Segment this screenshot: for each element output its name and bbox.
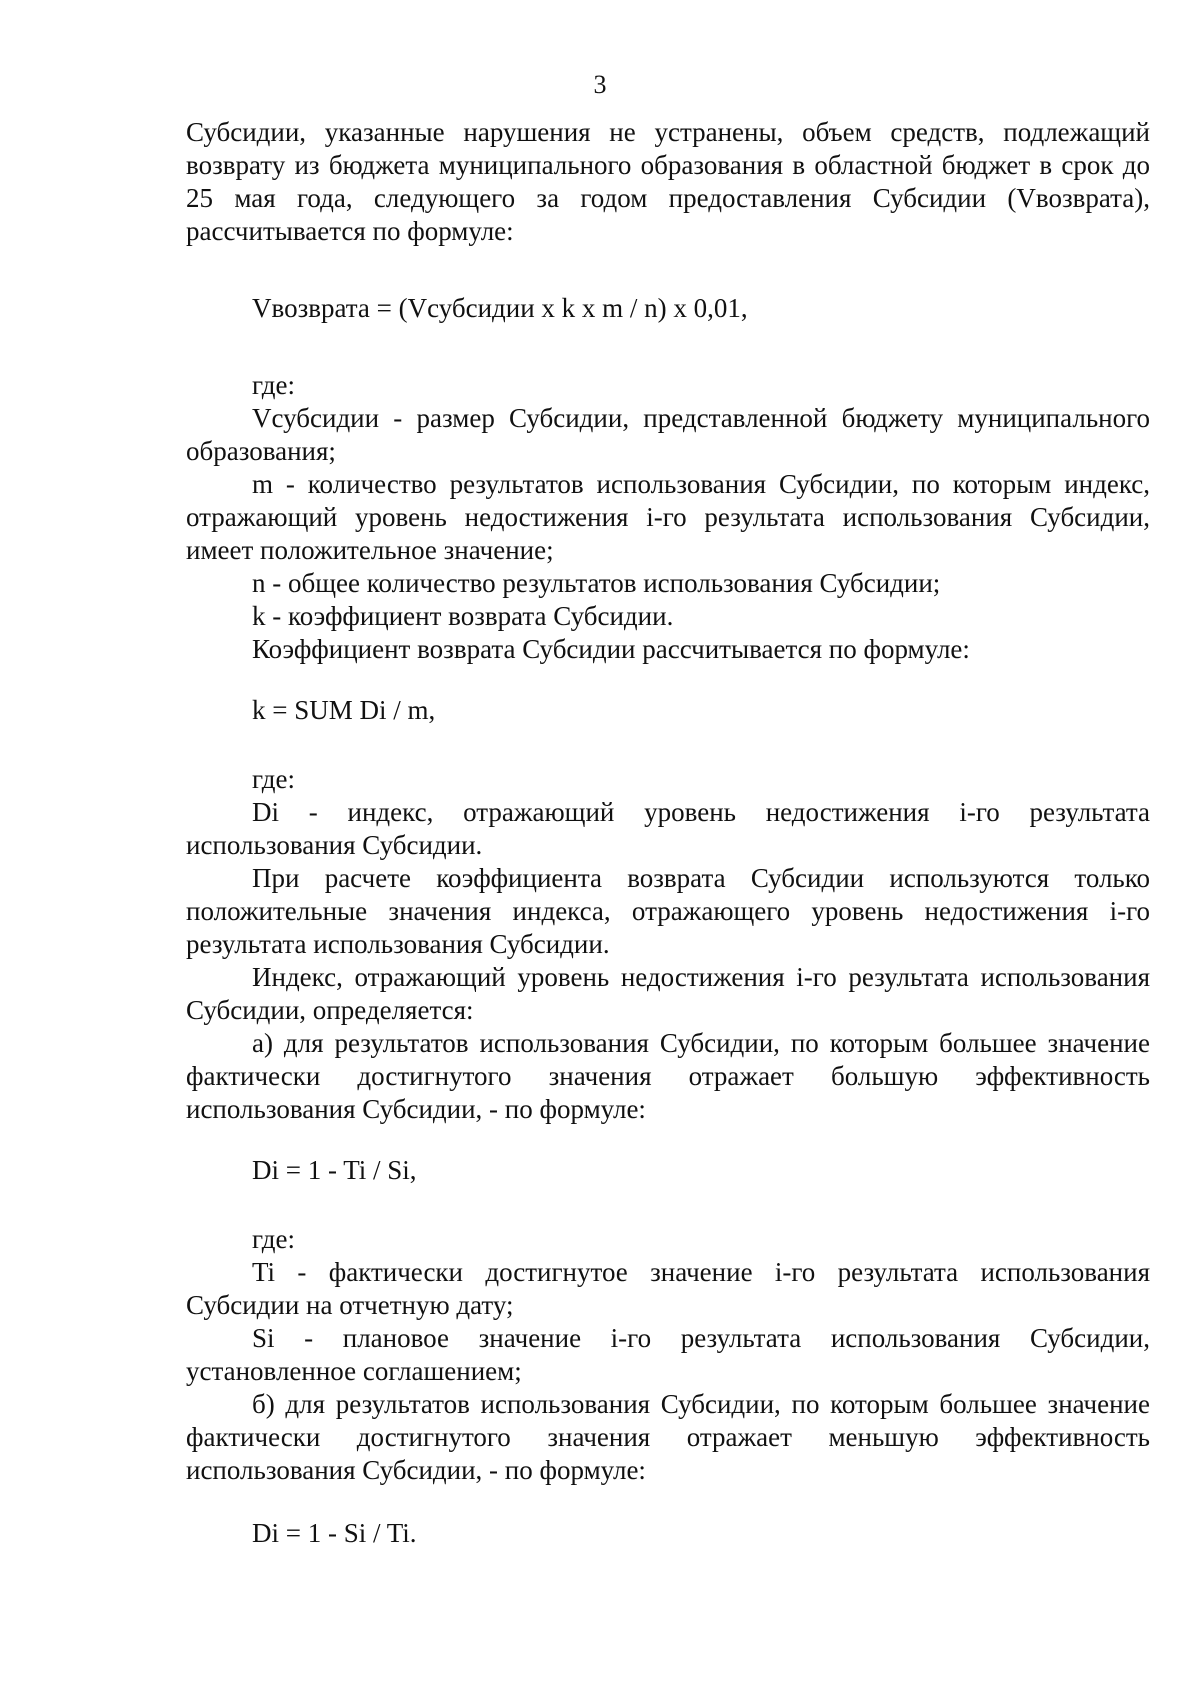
paragraph-return-amount: Субсидии, указанные нарушения не устранены, объем средств, подлежащий возврату из бюджета муниципального образования в областной бюджет в срок до 25 мая года, следующего за годом предоставления Субсидии (Vвозврата), рассчитывается по формуле:	[186, 117, 1150, 246]
definition-di: Di - индекс, отражающий уровень недостижения i-го результата использования Субсидии.	[186, 797, 1150, 860]
paragraph-k-formula-intro: Коэффициент возврата Субсидии рассчитывается по формуле:	[252, 634, 970, 664]
formula-di-b: Di = 1 - Si / Ti.	[252, 1518, 417, 1548]
paragraph-case-b: б) для результатов использования Субсидии, по которым большее значение фактически достигнутого значения отражает меньшую эффективность использования Субсидии, - по формуле:	[186, 1389, 1150, 1485]
page-number: 3	[593, 70, 607, 99]
definition-v-subsidy: Vсубсидии - размер Субсидии, представленной бюджету муниципального образования;	[186, 403, 1150, 466]
definition-k: k - коэффициент возврата Субсидии.	[252, 601, 674, 631]
where-label: где:	[252, 1224, 295, 1254]
where-label: где:	[252, 370, 295, 400]
definition-si: Si - плановое значение i-го результата использования Субсидии, установленное соглашением;	[186, 1323, 1150, 1386]
definition-ti: Ti - фактически достигнутое значение i-го результата использования Субсидии на отчетную дату;	[186, 1257, 1150, 1320]
document-body	[186, 116, 1150, 1550]
definition-n: n - общее количество результатов использования Субсидии;	[252, 568, 941, 598]
where-label: где:	[252, 764, 295, 794]
paragraph-index-determined: Индекс, отражающий уровень недостижения i-го результата использования Субсидии, определяется:	[186, 962, 1150, 1025]
formula-di-a: Di = 1 - Ti / Si,	[252, 1155, 417, 1185]
paragraph-positive-values: При расчете коэффициента возврата Субсидии используются только положительные значения индекса, отражающего уровень недостижения i-го результата использования Субсидии.	[186, 863, 1150, 959]
paragraph-case-a: а) для результатов использования Субсидии, по которым большее значение фактически достигнутого значения отражает большую эффективность использования Субсидии, - по формуле:	[186, 1028, 1150, 1124]
formula-v-return: Vвозврата = (Vсубсидии x k x m / n) x 0,01,	[252, 293, 748, 323]
definition-m: m - количество результатов использования Субсидии, по которым индекс, отражающий уровень недостижения i-го результата использования Субсидии, имеет положительное значение;	[186, 469, 1150, 565]
formula-k: k = SUM Di / m,	[252, 695, 436, 725]
